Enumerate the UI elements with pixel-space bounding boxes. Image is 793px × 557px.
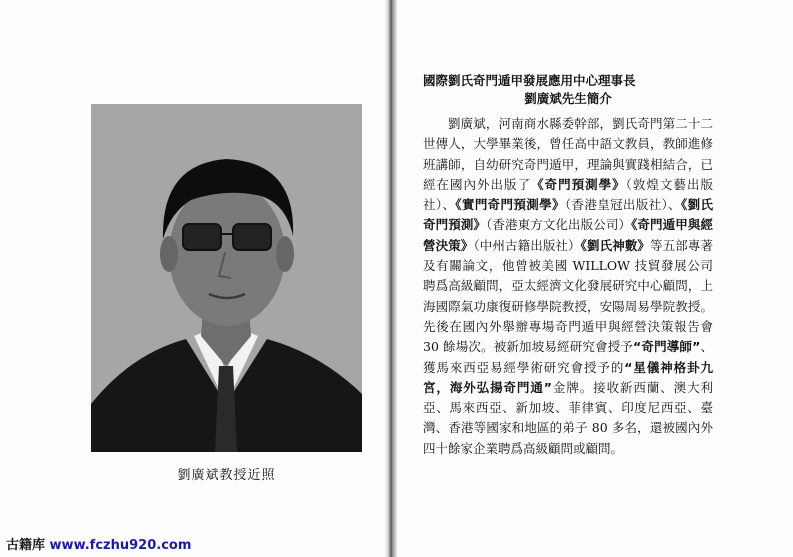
- body-segment: （敦煌文藝出版社）、: [423, 176, 713, 213]
- body-segment: 金牌。接收新西蘭、澳大利亞、馬來西亞、新加坡、菲律賓、印度尼西亞、臺灣、香港等國家和地區的弟子 80 多名，還被國內外四十餘家企業聘爲高級顧問或顧問。: [423, 379, 713, 456]
- body-segment: （中州古籍出版社）: [473, 237, 581, 253]
- body-segment: （香港東方文化出版公司）: [486, 217, 632, 233]
- portrait-illustration: [91, 104, 362, 452]
- body-segment: 、獲馬來西亞易經學術研究會授予的: [423, 339, 713, 375]
- watermark-label: 古籍库: [6, 538, 46, 553]
- biography-body: [423, 114, 713, 459]
- portrait-photo: [91, 104, 362, 452]
- book-title: 《劉氏奇門預測》: [423, 197, 713, 233]
- watermark-url: www.fczhu920.com: [49, 538, 192, 553]
- book-title: 《奇門遁甲與經營決策》: [423, 217, 713, 253]
- body-segment: （香港皇冠出版社）、: [564, 197, 681, 213]
- book-title: 《奇門預測學》: [531, 176, 626, 192]
- book-title: 《實門奇門預測學》: [455, 197, 565, 213]
- book-title: “奇門導師”: [633, 339, 701, 355]
- body-segment: 等五部專著及有關論文，他曾被美國 WILLOW 技貿發展公司聘爲高級顧問，亞太經濟文化發展研究中心顧問，上海國際氣功康復研修學院教授，安陽周易學院教授。先後在國內外舉辦專場奇門遁甲與經營決策報告會 30 餘場次。被新加坡易經研究會授予: [423, 237, 713, 355]
- book-title: 《劉氏神數》: [580, 237, 651, 253]
- biography-article: [423, 72, 713, 459]
- photo-caption: 劉廣斌教授近照: [177, 468, 276, 483]
- body-segment: 劉廣斌，河南商水縣委幹部，劉氏奇門第二十二世傳人，大學畢業後，曾任高中語文教員，教師進修班講師，自幼研究奇門遁甲，理論與實踐相結合，已經在國內外出版了: [423, 116, 713, 192]
- watermark: [6, 534, 191, 553]
- book-title: “星儀神格卦九宮，海外弘揚奇門通”: [423, 359, 713, 395]
- left-page: [0, 0, 396, 557]
- article-heading-org: 國際劉氏奇門遁甲發展應用中心理事長: [423, 73, 636, 88]
- article-heading-title: 劉廣斌先生簡介: [524, 91, 612, 106]
